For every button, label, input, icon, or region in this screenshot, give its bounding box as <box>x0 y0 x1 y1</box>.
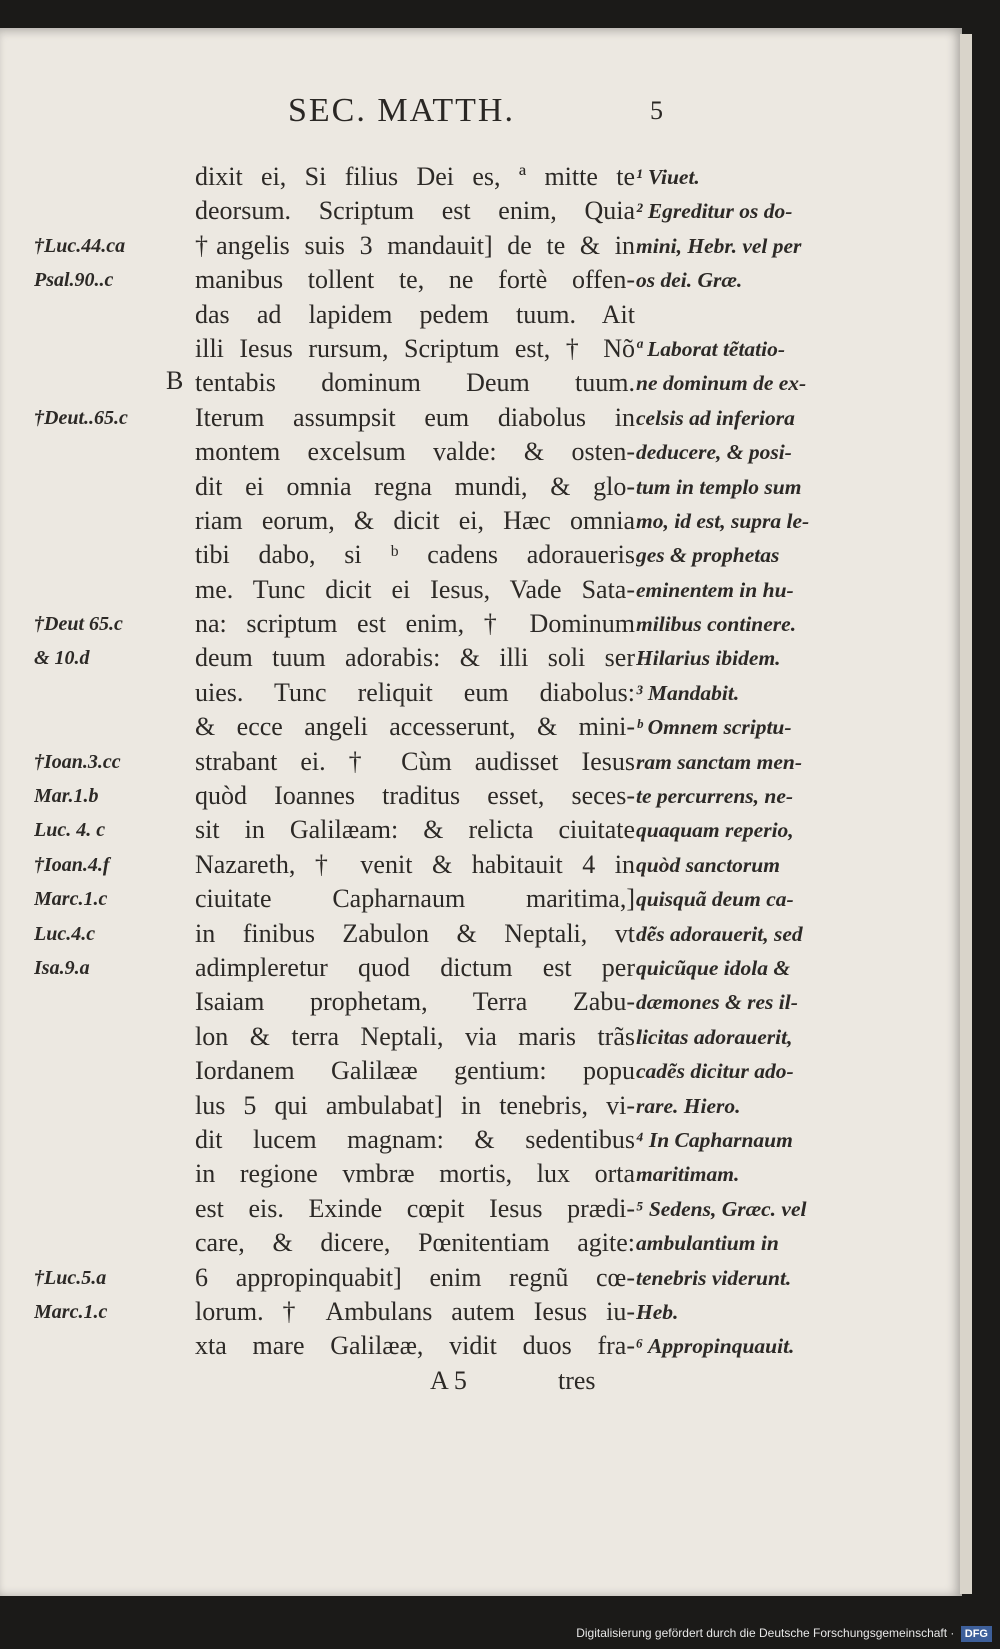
text-line: in finibus Zabulon & Neptali, vt <box>195 918 635 948</box>
side-note-line: quicũque idola & <box>636 955 791 980</box>
text-line: dit ei omnia regna mundi, & glo- <box>195 471 635 501</box>
page-edge <box>960 34 972 1594</box>
text-line: est eis. Exinde cœpit Iesus prædi- <box>195 1193 635 1223</box>
margin-ref-line: †Ioan.3.cc <box>34 750 121 773</box>
signature-mark: A 5 <box>430 1366 467 1395</box>
side-note-line: tenebris viderunt. <box>636 1265 792 1290</box>
text-line: quòd Ioannes traditus esset, seces- <box>195 781 635 811</box>
page-footer <box>0 1366 962 1406</box>
text-line: adimpleretur quod dictum est per <box>195 952 635 982</box>
margin-ref-line <box>34 332 184 366</box>
dfg-logo: DFG <box>961 1626 992 1642</box>
text-line: Iterum assumpsit eum diabolus in <box>195 402 635 432</box>
margin-ref-line <box>34 573 184 607</box>
margin-ref-line: †Deut..65.c <box>34 406 128 429</box>
margin-ref-line: †Deut 65.c <box>34 613 123 636</box>
main-text-column <box>195 160 635 1364</box>
margin-ref-line <box>34 298 184 332</box>
side-note-line: ambulantium in <box>636 1231 779 1256</box>
text-line: riam eorum, & dicit ei, Hæc omnia <box>195 505 635 535</box>
running-head: SEC. MATTH. <box>288 92 515 129</box>
side-note-line: celsis ad inferiora <box>636 405 795 430</box>
margin-ref-line <box>34 1192 184 1226</box>
margin-references <box>34 160 184 1364</box>
side-note-line: dæmones & res il- <box>636 990 798 1015</box>
side-note-line: milibus continere. <box>636 612 797 637</box>
margin-ref-line: †Luc.5.a <box>34 1266 107 1289</box>
text-line: Iordanem Galilææ gentium: popu <box>195 1056 635 1086</box>
side-note-line: ª Laborat tẽtatio- <box>636 336 786 361</box>
text-line: strabant ei. † Cùm audisset Iesus <box>195 746 635 776</box>
side-note-line: mo, id est, supra le- <box>636 508 810 533</box>
margin-ref-line: & 10.d <box>34 647 90 670</box>
text-line: das ad lapidem pedem tuum. Ait <box>195 299 635 329</box>
side-note-line: te percurrens, ne- <box>636 784 794 809</box>
side-note-line: licitas adorauerit, <box>636 1024 793 1049</box>
digitization-credit <box>576 1623 992 1643</box>
text-line: tentabis dominum Deum tuum. <box>195 368 635 398</box>
margin-ref-line: Isa.9.a <box>34 956 90 979</box>
margin-ref-line <box>34 435 184 469</box>
text-line: deorsum. Scriptum est enim, Quia <box>195 196 635 226</box>
margin-ref-line <box>34 1226 184 1260</box>
text-line: manibus tollent te, ne fortè offen- <box>195 265 635 295</box>
text-line: xta mare Galilææ, vidit duos fra- <box>195 1331 635 1361</box>
margin-ref-line: Psal.90..c <box>34 269 114 292</box>
margin-ref-line <box>34 538 184 572</box>
section-mark: B <box>166 366 184 395</box>
side-note-line: Hilarius ibidem. <box>636 646 781 671</box>
text-line: care, & dicere, Pœnitentiam agite: <box>195 1228 635 1258</box>
text-line: lorum. † Ambulans autem Iesus iu- <box>195 1296 635 1326</box>
text-line: Nazareth, † venit & habitauit 4 in <box>195 849 635 879</box>
side-note-line <box>636 298 876 332</box>
margin-ref-line <box>34 160 184 194</box>
side-note-line: Heb. <box>636 1299 679 1324</box>
side-note-line: ² Egreditur os do- <box>636 199 793 224</box>
side-note-line: ⁶ Appropinquauit. <box>636 1334 795 1359</box>
side-note-line: maritimam. <box>636 1162 740 1187</box>
page-number: 5 <box>650 96 663 125</box>
margin-ref-line <box>34 1020 184 1054</box>
margin-ref-line <box>34 1054 184 1088</box>
text-line: sit in Galilæam: & relicta ciuitate <box>195 815 635 845</box>
text-line: ciuitate Capharnaum maritima,] <box>195 884 635 914</box>
text-line: dixit ei, Si filius Dei es, ª mitte te <box>195 162 635 191</box>
side-note-line: ᵇ Omnem scriptu- <box>636 715 792 740</box>
side-note-line: ⁴ In Capharnaum <box>636 1127 793 1152</box>
text-line: me. Tunc dicit ei Iesus, Vade Sata- <box>195 574 635 604</box>
side-note-line: ¹ Viuet. <box>636 165 700 189</box>
side-note-line: quisquã deum ca- <box>636 887 794 912</box>
side-note-line: rare. Hiero. <box>636 1093 741 1118</box>
text-line: montem excelsum valde: & osten- <box>195 437 635 467</box>
margin-ref-line <box>34 366 184 400</box>
text-line: deum tuum adorabis: & illi soli ser <box>195 643 635 673</box>
margin-ref-line: Marc.1.c <box>34 888 108 911</box>
margin-ref-line <box>34 504 184 538</box>
margin-ref-line: †Ioan.4.f <box>34 853 110 876</box>
margin-ref-line <box>34 1089 184 1123</box>
margin-ref-line <box>34 1123 184 1157</box>
text-line: tibi dabo, si ᵇ cadens adoraueris <box>195 540 635 570</box>
side-note-line: cadẽs dicitur ado- <box>636 1059 794 1084</box>
text-line: Isaiam prophetam, Terra Zabu- <box>195 987 635 1017</box>
margin-ref-line <box>34 676 184 710</box>
text-line: lus 5 qui ambulabat] in tenebris, vi- <box>195 1090 635 1120</box>
text-line: 6 appropinquabit] enim regnũ cœ- <box>195 1262 635 1292</box>
margin-ref-line <box>34 194 184 228</box>
margin-ref-line: Marc.1.c <box>34 1300 108 1323</box>
side-note-line: os dei. Græ. <box>636 268 743 293</box>
margin-ref-line <box>34 710 184 744</box>
side-note-line: deducere, & posi- <box>636 440 792 465</box>
side-note-line: ram sanctam men- <box>636 749 803 774</box>
text-line: in regione vmbræ mortis, lux orta <box>195 1159 635 1189</box>
side-note-line: ne dominum de ex- <box>636 371 807 396</box>
side-note-line: ³ Mandabit. <box>636 680 740 705</box>
text-line: illi Iesus rursum, Scriptum est, † Nõ <box>195 333 635 363</box>
margin-ref-line <box>34 985 184 1019</box>
credit-text: Digitalisierung gefördert durch die Deutsche Forschungsgemeinschaft · <box>576 1626 955 1640</box>
side-note-line: tum in templo sum <box>636 474 802 499</box>
side-note-line: ges & prophetas <box>636 543 780 568</box>
text-line: lon & terra Neptali, via maris trãs <box>195 1021 635 1051</box>
side-note-line: quòd sanctorum <box>636 852 780 877</box>
side-note-line: ⁵ Sedens, Græc. vel <box>636 1196 807 1221</box>
text-line: na: scriptum est enim, † Dominum <box>195 609 635 639</box>
page-header <box>188 92 828 136</box>
margin-ref-line <box>34 1157 184 1191</box>
side-note-line: mini, Hebr. vel per <box>636 233 802 258</box>
margin-ref-line: Mar.1.b <box>34 785 99 808</box>
text-line: dit lucem magnam: & sedentibus <box>195 1124 635 1154</box>
catchword: tres <box>558 1366 596 1395</box>
side-note-line: quaquam reperio, <box>636 818 794 843</box>
text-line: & ecce angeli accesserunt, & mini- <box>195 712 635 742</box>
margin-ref-line: Luc. 4. c <box>34 819 106 842</box>
side-note-line: eminentem in hu- <box>636 577 794 602</box>
margin-ref-line <box>34 1329 184 1363</box>
text-line: uies. Tunc reliquit eum diabolus: <box>195 677 635 707</box>
side-notes-column <box>636 160 876 1364</box>
text-line: †angelis suis 3 mandauit] de te & in <box>195 230 635 260</box>
side-note-line: dẽs adorauerit, sed <box>636 921 803 946</box>
margin-ref-line <box>34 470 184 504</box>
margin-ref-line: †Luc.44.ca <box>34 234 126 257</box>
margin-ref-line: Luc.4.c <box>34 922 96 945</box>
